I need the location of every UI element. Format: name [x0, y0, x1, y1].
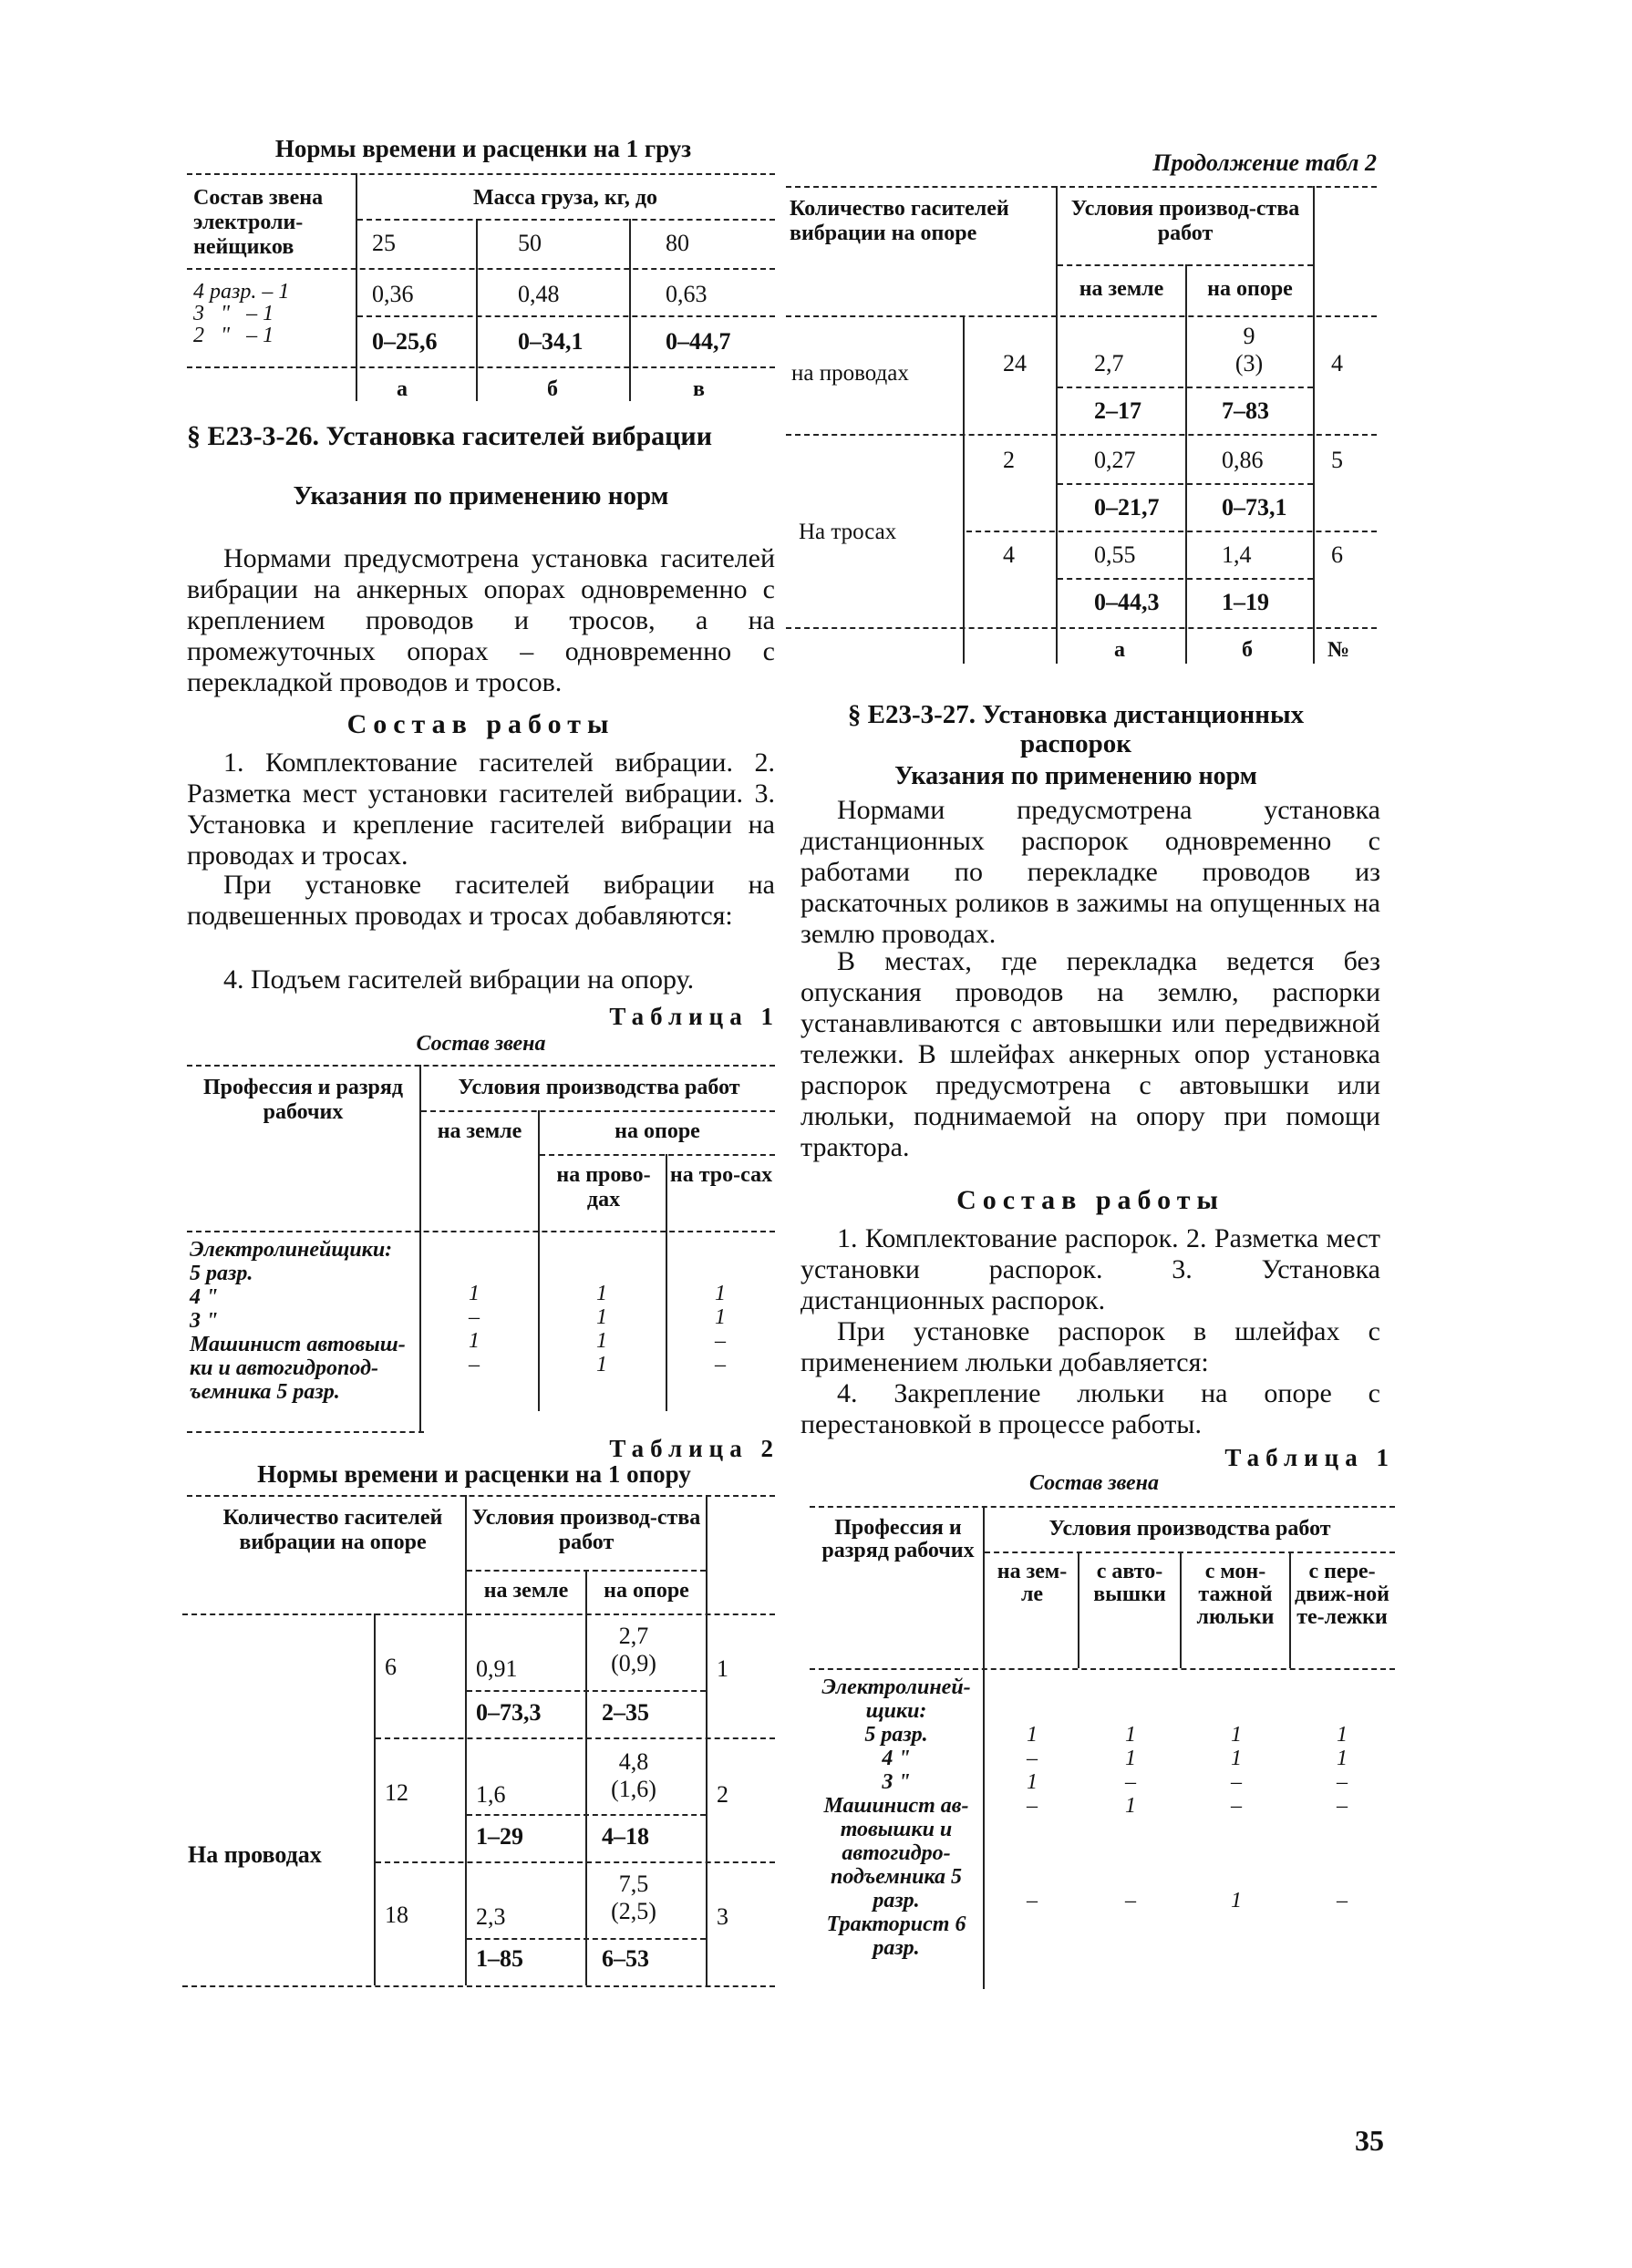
- table2-col-cond: Условия производ-ства работ: [471, 1506, 701, 1554]
- table2c-vline: [1313, 186, 1315, 664]
- table2-title: Нормы времени и расценки на 1 опору: [257, 1460, 691, 1488]
- table0-rule: [187, 173, 775, 175]
- table1-col-ground-values: 1 – 1 –: [469, 1282, 480, 1376]
- guide-text-27-1: Нормами предусмотрена установка дистанционных распорок одновременно с работами по перекладке проводов из раскаточных роликов в зажимы на опущенных на землю проводах.: [801, 795, 1380, 949]
- table2c-rule: [786, 434, 1377, 436]
- table1-col-cables-values: 1 1 – –: [715, 1282, 726, 1376]
- table2-vline: [374, 1613, 376, 1985]
- table2c-vline: [1185, 264, 1187, 664]
- table0-rule: [357, 315, 775, 317]
- table2c-letter: б: [1242, 638, 1253, 662]
- table2c-letter: а: [1114, 638, 1125, 662]
- table2c-vline: [963, 315, 965, 664]
- table2c-rule: [786, 315, 1377, 317]
- table2-vline: [465, 1495, 467, 1985]
- table0-rule: [357, 219, 775, 221]
- table0-rule: [187, 366, 775, 368]
- table2-ground-price: 0–73,3: [476, 1699, 542, 1726]
- table1-col-wires: на прово-дах: [556, 1163, 651, 1211]
- table2-row-no: 1: [717, 1655, 728, 1682]
- work-title-26: Состав работы: [346, 709, 615, 739]
- table0-mass: 80: [666, 230, 689, 256]
- table1r-rule: [810, 1668, 1395, 1670]
- table1-col-wires-values: 1 1 1 1: [596, 1282, 607, 1376]
- table0-vline: [476, 219, 478, 401]
- table2-row-no: 2: [717, 1781, 728, 1808]
- table2-pole-norm: 2,7 (0,9): [611, 1623, 656, 1676]
- table2c-rule: [786, 627, 1377, 629]
- work-title-27: Состав работы: [956, 1185, 1224, 1215]
- table1r-rows-label: Электролиней-щики: 5 разр. 4 " 3 " Машинист ав-товышки и автогидро-подъемника 5 разр. Тракторист 6 разр.: [821, 1675, 971, 1960]
- table0-price: 0–34,1: [518, 328, 584, 355]
- table1r-rule: [810, 1506, 1395, 1508]
- table2c-col-cond: Условия производ-ства работ: [1070, 197, 1300, 245]
- table1-caption-right: Состав звена: [1029, 1471, 1159, 1495]
- table1r-vline: [1078, 1552, 1079, 1668]
- table2c-pole-price: 7–83: [1222, 397, 1269, 424]
- table0-rule: [187, 268, 775, 270]
- table2-row-no: 3: [717, 1903, 728, 1930]
- table2c-col-pole: на опоре: [1207, 277, 1293, 301]
- work-text-26: 1. Комплектование гасителей вибрации. 2. Разметка мест установки гасителей вибрации. 3. Установка и крепление гасителей вибрации на проводах и тросах.: [187, 747, 775, 871]
- table2-vline: [585, 1570, 587, 1985]
- table2-col-ground: на земле: [483, 1579, 569, 1603]
- table1r-rule: [985, 1552, 1395, 1553]
- table2c-row-count: 2: [1003, 447, 1015, 473]
- table1-rule: [187, 1431, 424, 1433]
- table1r-col2-values: 1 1 – 1 –: [1125, 1723, 1136, 1912]
- table2-ground-norm: 1,6: [476, 1781, 506, 1808]
- table2c-pole-price: 0–73,1: [1222, 494, 1287, 521]
- table0-norm: 0,48: [518, 281, 560, 307]
- table1-rule: [187, 1065, 775, 1067]
- table2-group-wires: На проводах: [188, 1841, 322, 1868]
- table2-ground-price: 1–29: [476, 1823, 523, 1850]
- table1r-col4: с пере-движ-ной те-лежки: [1295, 1560, 1389, 1629]
- table1r-col-prof: Профессия и разряд рабочих: [821, 1516, 975, 1562]
- table2-pole-norm: 7,5 (2,5): [611, 1871, 656, 1924]
- table0-head-mass: Масса груза, кг, до: [473, 186, 657, 210]
- table2-row-count: 18: [385, 1902, 408, 1928]
- table2-row-count: 6: [385, 1654, 397, 1680]
- table1r-vline: [1289, 1552, 1291, 1668]
- table1-vline: [666, 1154, 667, 1411]
- table1-col-prof: Профессия и разряд рабочих: [203, 1076, 403, 1124]
- add-item-27: 4. Закрепление люльки на опоре с перестановкой в процессе работы.: [801, 1378, 1380, 1439]
- table2c-ground-price: 0–44,3: [1094, 589, 1160, 615]
- table2c-pole-price: 1–19: [1222, 589, 1269, 615]
- table1-vline: [538, 1110, 540, 1411]
- table2-ground-norm: 0,91: [476, 1655, 518, 1682]
- table2c-ground-norm: 0,27: [1094, 447, 1136, 473]
- table2-pole-price: 6–53: [602, 1945, 649, 1972]
- table2-pole-price: 4–18: [602, 1823, 649, 1850]
- table2-rule: [182, 1985, 775, 1987]
- table0-mass: 25: [372, 230, 396, 256]
- table2-rule: [376, 1861, 775, 1863]
- table2c-group-cables: На тросах: [799, 520, 897, 544]
- table0-vline: [356, 173, 357, 401]
- table2-ground-norm: 2,3: [476, 1903, 506, 1930]
- table0-head-composition: Состав звена электроли-нейщиков: [193, 186, 324, 259]
- table1r-vline: [983, 1506, 985, 1989]
- table2-pole-norm: 4,8 (1,6): [611, 1748, 656, 1802]
- table2c-col-ground: на земле: [1079, 277, 1164, 301]
- table1r-col-cond: Условия производства работ: [1048, 1517, 1331, 1541]
- table1-vline: [419, 1065, 421, 1431]
- page-number: 35: [1355, 2124, 1384, 2157]
- table0-mass: 50: [518, 230, 542, 256]
- table2c-row-no: 5: [1331, 447, 1343, 473]
- continuation-label: Продолжение табл 2: [1152, 149, 1377, 176]
- table2-label: Таблица 2: [609, 1435, 780, 1462]
- table1-label-right: Таблица 1: [1224, 1444, 1395, 1471]
- table2c-pole-norm: 0,86: [1222, 447, 1264, 473]
- table0-vline: [629, 219, 631, 401]
- table1-col-ground: на земле: [437, 1119, 522, 1143]
- table1-rule: [421, 1110, 775, 1112]
- table2c-ground-norm: 0,55: [1094, 541, 1136, 568]
- section-title-26: § Е23-3-26. Установка гасителей вибрации: [187, 421, 712, 451]
- table2c-group-wires: на проводах: [791, 361, 909, 386]
- table2c-row-no: 6: [1331, 541, 1343, 568]
- guide-text-26: Нормами предусмотрена установка гасителей вибрации на анкерных опорах одновременно с креплением проводов и тросов, а на промежуточных опорах – одновременно с перекладкой проводов и тросов.: [187, 543, 775, 697]
- table2-pole-price: 2–35: [602, 1699, 649, 1726]
- add-text-26: При установке гасителей вибрации на подвешенных проводах и тросах добавляются:: [187, 870, 775, 931]
- table0-title: Нормы времени и расценки на 1 груз: [274, 135, 692, 162]
- table0-price: 0–25,6: [372, 328, 438, 355]
- table2-col-pole: на опоре: [604, 1579, 689, 1603]
- table1r-col1-values: 1 – 1 – –: [1027, 1723, 1038, 1912]
- table2c-vline: [1056, 186, 1058, 664]
- table1r-col2: с авто-вышки: [1093, 1560, 1166, 1606]
- table2c-row-no: 4: [1331, 350, 1343, 376]
- table2c-col-count: Количество гасителей вибрации на опоре: [790, 197, 1009, 245]
- table0-letter: в: [693, 377, 705, 401]
- table2-row-count: 12: [385, 1779, 408, 1806]
- table1-col-pole: на опоре: [615, 1119, 700, 1143]
- table2-col-count: Количество гасителей вибрации на опоре: [222, 1506, 443, 1554]
- table2-ground-price: 1–85: [476, 1945, 523, 1972]
- table2c-row-count: 24: [1003, 350, 1027, 376]
- table2c-ground-price: 2–17: [1094, 397, 1141, 424]
- table1r-col3: с мон-тажной люльки: [1196, 1560, 1275, 1629]
- table1-rule: [540, 1154, 775, 1156]
- table1-rule: [187, 1231, 775, 1232]
- table1r-col4-values: 1 1 – – –: [1337, 1723, 1348, 1912]
- table1-rows-label: Электролинейщики: 5 разр. 4 " 3 " Машинист автовыш-ки и автогидропод-ъемника 5 разр.: [190, 1238, 406, 1404]
- table2c-letter: №: [1327, 638, 1350, 662]
- table1-caption-left: Состав звена: [416, 1032, 546, 1056]
- add-text-27: При установке распорок в шлейфах с применением люльки добавляется:: [801, 1316, 1380, 1377]
- table2c-ground-norm: 2,7: [1094, 350, 1124, 376]
- table1-col-cables: на тро-сах: [669, 1163, 773, 1187]
- table2-rule: [182, 1613, 775, 1615]
- table2-rule: [187, 1495, 775, 1497]
- guide-text-27-2: В местах, где перекладка ведется без опускания проводов на землю, распорки устанавливаются с автовышки или передвижной тележки. В шлейфах анкерных опор установка распорок предусмотрена с автовышки или люльки, поднимаемой на опору при помощи трактора.: [801, 946, 1380, 1162]
- table1-label-left: Таблица 1: [609, 1003, 780, 1030]
- guide-title-27: Указания по применению норм: [894, 762, 1257, 790]
- table2c-rule: [966, 531, 1377, 532]
- table0-ranks: 4 разр. – 1 3 " – 1 2 " – 1: [193, 280, 290, 347]
- table2c-row-count: 4: [1003, 541, 1015, 568]
- table0-price: 0–44,7: [666, 328, 731, 355]
- table0-letter: а: [397, 377, 408, 401]
- table1r-col1: на зем-ле: [997, 1560, 1068, 1606]
- table0-norm: 0,63: [666, 281, 708, 307]
- table2c-pole-norm: 9 (3): [1234, 323, 1264, 376]
- table1r-vline: [1180, 1552, 1182, 1668]
- section-title-27: § Е23-3-27. Установка дистанционных распорок: [847, 700, 1305, 758]
- table1r-col3-values: 1 1 – – 1: [1231, 1723, 1242, 1912]
- work-text-27: 1. Комплектование распорок. 2. Разметка мест установки распорок. 3. Установка дистанционных распорок.: [801, 1223, 1380, 1315]
- table2-vline: [706, 1495, 708, 1985]
- table2-rule: [376, 1737, 775, 1739]
- table2c-ground-price: 0–21,7: [1094, 494, 1160, 521]
- add-item-26: 4. Подъем гасителей вибрации на опору.: [223, 964, 695, 995]
- table2c-pole-norm: 1,4: [1222, 541, 1252, 568]
- table2c-rule: [786, 186, 1377, 188]
- guide-title-26: Указания по применению норм: [293, 481, 669, 510]
- table1-col-cond: Условия производства работ: [458, 1076, 740, 1099]
- table0-letter: б: [547, 377, 558, 401]
- table0-norm: 0,36: [372, 281, 414, 307]
